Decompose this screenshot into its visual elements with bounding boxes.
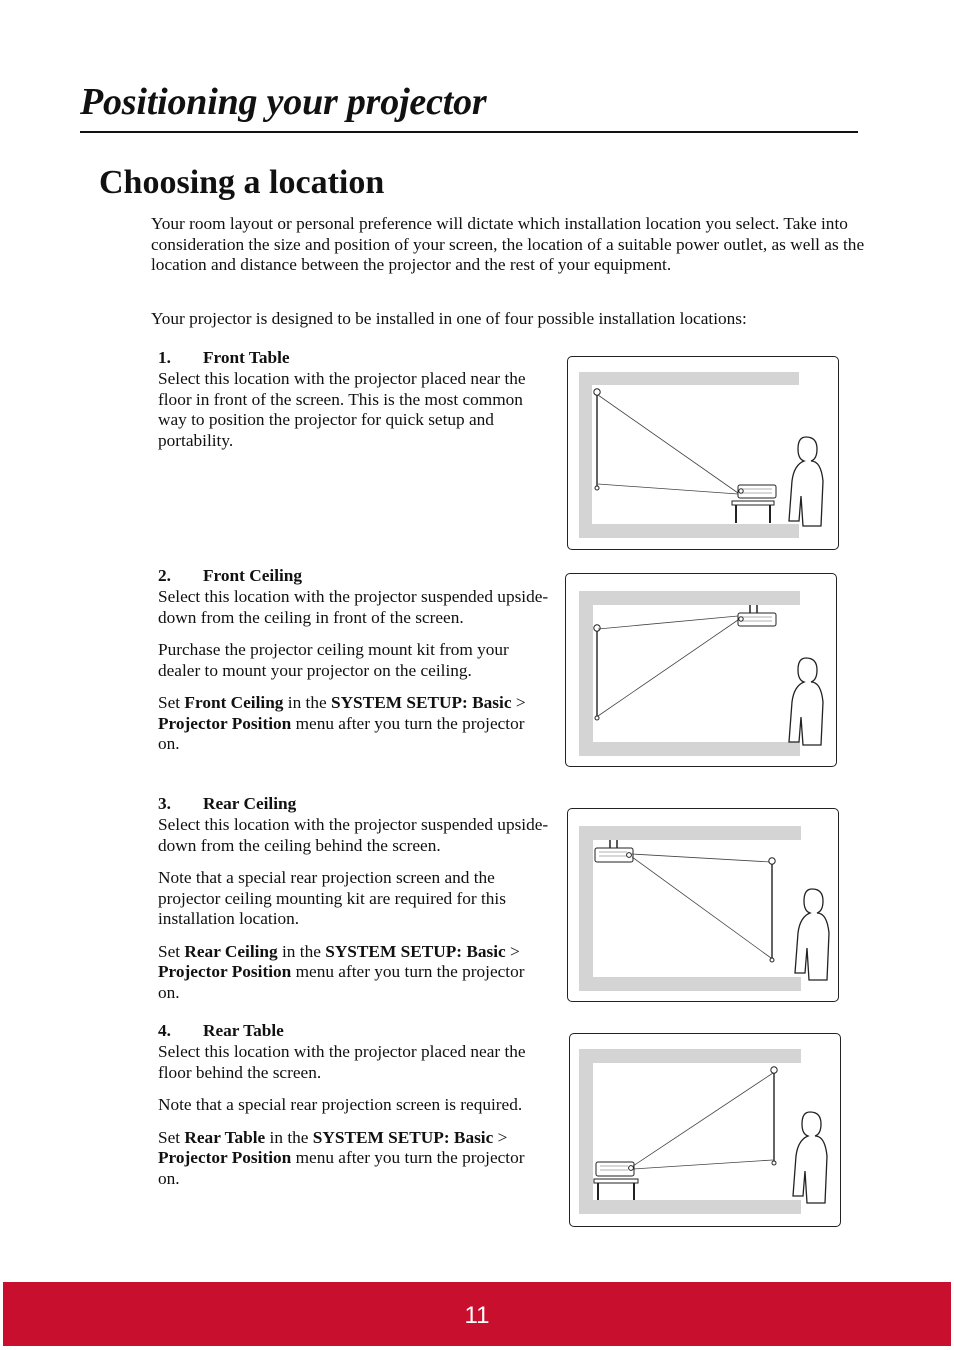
location-note: Purchase the projector ceiling mount kit from your dealer to mount your projector on the ceiling. — [158, 640, 509, 680]
screen-bottom-knob — [772, 1161, 776, 1165]
screen-bottom-knob — [595, 486, 599, 490]
location-description: Select this location with the projector placed near the floor behind the screen. — [158, 1042, 526, 1082]
option-name: Rear Ceiling — [184, 941, 278, 961]
front-table-diagram — [567, 356, 839, 550]
location-title: Front Ceiling — [203, 566, 303, 585]
screen-bottom-knob — [595, 716, 599, 720]
location-menu-instruction: Set Rear Ceiling in the SYSTEM SETUP: Basic > Projector Position menu after you turn the projector on. — [158, 941, 525, 1002]
location-heading — [158, 347, 550, 369]
location-number: 3. — [158, 794, 171, 813]
location-menu-instruction: Set Front Ceiling in the SYSTEM SETUP: Basic > Projector Position menu after you turn the projector on. — [158, 693, 526, 753]
intro-paragraph: Your room layout or personal preference will dictate which installation location you select. Take into consideration the size and position of your screen, the location of a suitable power outlet, as well as the location and distance between the projector and the rest of your equipment. — [151, 214, 865, 274]
location-title: Front Table — [203, 348, 290, 367]
menu-item-name: Projector Position — [158, 1148, 292, 1167]
projector-icon — [595, 848, 633, 862]
screen-top-knob — [594, 625, 600, 631]
menu-item-name: Projector Position — [158, 713, 292, 733]
location-heading — [158, 1020, 550, 1042]
page-number: 11 — [464, 1302, 490, 1329]
menu-item-name: Projector Position — [158, 962, 292, 981]
menu-name: SYSTEM SETUP: Basic — [312, 1127, 494, 1147]
front-ceiling-diagram — [565, 573, 837, 767]
location-number: 4. — [158, 1021, 171, 1040]
location-description: Select this location with the projector placed near the floor in front of the screen. This is the most common way to position the projector for quick setup and portability. — [158, 369, 526, 450]
location-heading — [158, 793, 550, 815]
location-menu-instruction: Set Rear Table in the SYSTEM SETUP: Basic > Projector Position menu after you turn the projector on. — [158, 1127, 525, 1188]
screen-bottom-knob — [770, 958, 774, 962]
title-rule — [80, 131, 858, 133]
location-note: Note that a special rear projection screen is required. — [158, 1095, 523, 1114]
front-ceiling-illustration — [566, 574, 838, 768]
projector-icon — [738, 485, 776, 498]
location-title: Rear Table — [203, 1021, 284, 1040]
location-number: 1. — [158, 348, 171, 367]
menu-name: SYSTEM SETUP: Basic — [330, 693, 512, 712]
location-rear-ceiling — [158, 793, 550, 1015]
projector-icon — [596, 1162, 634, 1176]
location-number: 2. — [158, 566, 171, 585]
footer-bar — [3, 1282, 951, 1346]
page-title: Positioning your projector — [80, 81, 487, 123]
screen-top-knob — [771, 1067, 777, 1073]
location-heading — [158, 565, 550, 587]
location-front-ceiling — [158, 565, 550, 767]
location-description: Select this location with the projector suspended upside-down from the ceiling behind the screen. — [158, 815, 549, 855]
menu-name: SYSTEM SETUP: Basic — [325, 941, 506, 961]
rear-table-illustration — [570, 1034, 842, 1228]
location-note: Note that a special rear projection screen and the projector ceiling mounting kit are required for this installation location. — [158, 868, 506, 928]
front-table-illustration — [568, 357, 840, 551]
location-rear-table — [158, 1020, 550, 1201]
rear-table-diagram — [569, 1033, 841, 1227]
rear-ceiling-diagram — [567, 808, 839, 1002]
location-title: Rear Ceiling — [203, 794, 297, 813]
section-title: Choosing a location — [99, 164, 385, 201]
location-description: Select this location with the projector suspended upside-down from the ceiling in front of the screen. — [158, 587, 549, 627]
option-name: Front Ceiling — [184, 693, 284, 712]
rear-ceiling-illustration — [568, 809, 840, 1003]
projector-icon — [738, 613, 776, 626]
screen-top-knob — [594, 389, 600, 395]
option-name: Rear Table — [184, 1127, 266, 1147]
intro-paragraph-locations: Your projector is designed to be installed in one of four possible installation locations: — [151, 309, 747, 328]
location-front-table — [158, 347, 550, 463]
screen-top-knob — [769, 858, 775, 864]
